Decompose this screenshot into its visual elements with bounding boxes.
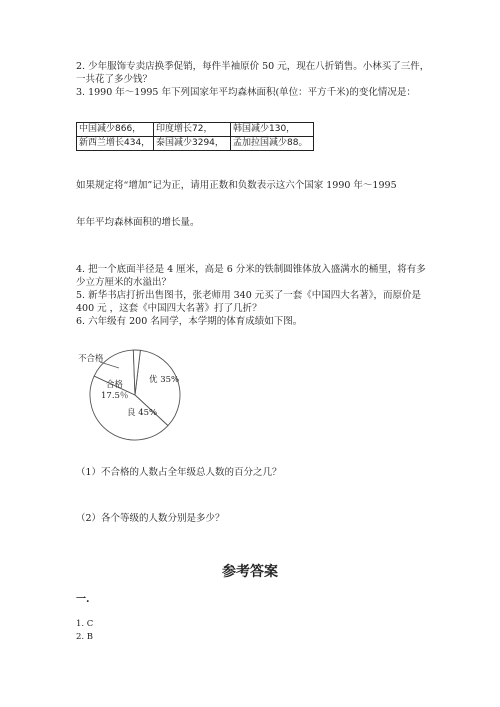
table-row — [77, 123, 314, 137]
table-cell: 泰国减少3294， — [154, 137, 231, 151]
table-cell: 印度增长72， — [154, 123, 231, 137]
pie-label-good: 良 45% — [127, 408, 158, 418]
table-cell: 新西兰增长434， — [77, 137, 154, 151]
answer-item: 1. C — [76, 619, 94, 629]
question-5: 5. 新华书店打折出售图书，张老师用 340 元买了一套《中国四大名著》，而原价是 400 元 ，这套《中国四大名著》打了几折？ — [76, 290, 422, 314]
pie-label-excellent: 优 35% — [149, 375, 180, 385]
question-4: 4. 把一个底面半径是 4 厘米，高是 6 分米的铁制圆锥体放入盛满水的桶里，将有多少立方厘米的水溢出？ — [76, 264, 426, 288]
pie-label-pass-line2: 17.5％ — [101, 391, 129, 401]
answers-section-heading: 一. — [76, 594, 90, 605]
table-cell: 孟加拉国减少88。 — [231, 137, 314, 151]
answers-title: 参考答案 — [222, 564, 278, 580]
question-2: 2. 少年服饰专卖店换季促销，每件半袖原价 50 元，现在八折销售。小林买了三件，一共花了多少钱？ — [76, 61, 430, 85]
question-3-prompt-line1: 如果规定将“增加”记为正，请用正数和负数表示这六个国家 1990 年～1995 — [76, 180, 397, 191]
question-6-sub2: （2）各个等级的人数分别是多少？ — [76, 513, 225, 524]
table-row — [77, 137, 314, 151]
pie-label-pass-line1: 合格 — [106, 380, 124, 390]
forest-area-table — [76, 122, 314, 151]
table-cell: 韩国减少130， — [231, 123, 314, 137]
question-6: 6. 六年级有 200 名同学，本学期的体育成绩如下图。 — [76, 316, 303, 327]
question-3-prompt-line2: 年年平均森林面积的增长量。 — [76, 217, 200, 228]
pie-label-fail: 不合格 — [78, 354, 104, 364]
question-6-sub1: （1）不合格的人数占全年级总人数的百分之几？ — [76, 467, 282, 478]
grade-pie-chart — [70, 347, 200, 447]
question-3: 3. 1990 年～1995 年下列国家年平均森林面积(单位：平方千米)的变化情况是： — [76, 87, 416, 98]
table-cell: 中国减少866， — [77, 123, 154, 137]
answer-item: 2. B — [76, 632, 94, 642]
